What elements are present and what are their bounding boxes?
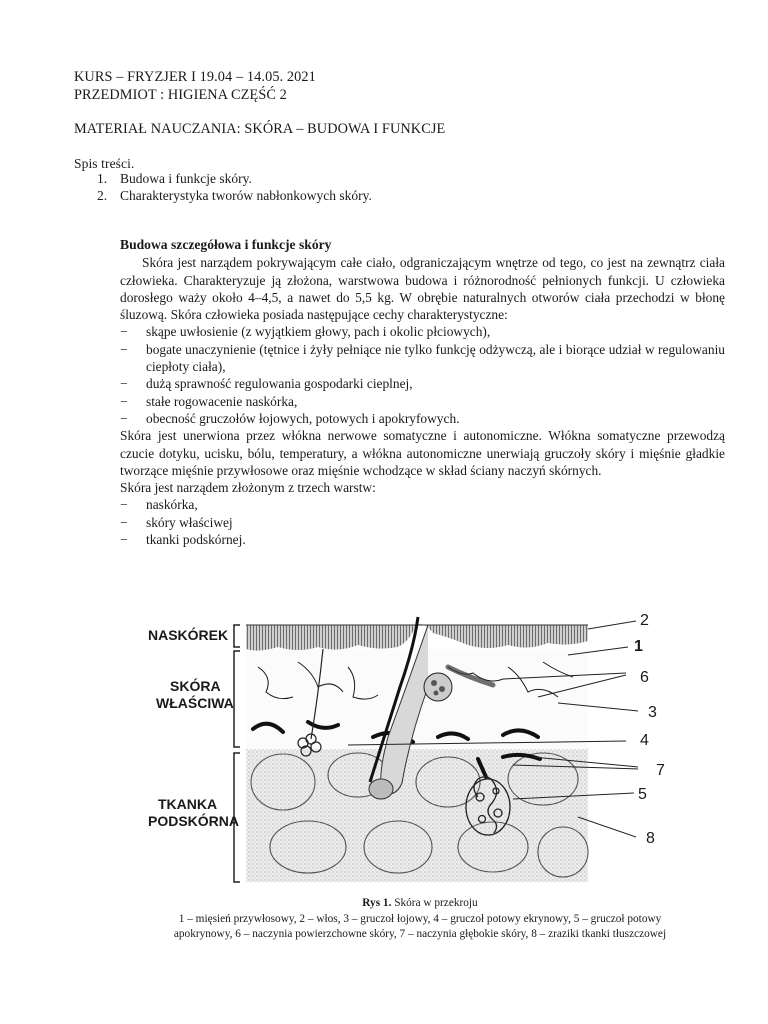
toc-number: 1. [97,171,108,186]
list-item: − stałe rogowacenie naskórka, [120,393,725,410]
caption-label: Rys 1. [362,897,392,909]
caption-title-text: Skóra w przekroju [391,897,478,909]
subject-title: PRZEDMIOT : HIGIENA CZĘŚĆ 2 [74,87,287,103]
label-dermis-2: WŁAŚCIWA [156,695,234,711]
sebaceous-gland [424,673,452,701]
material-title: MATERIAŁ NAUCZANIA: SKÓRA – BUDOWA I FUNKCJE [74,121,446,137]
list-item: − obecność gruczołów łojowych, potowych i apokryfowych. [120,410,725,427]
list-item: − tkanki podskórnej. [120,531,725,548]
skin-diagram [148,607,688,892]
list-item: − skąpe uwłosienie (z wyjątkiem głowy, pach i okolic płciowych), [120,323,725,340]
caption-legend-line-2: apokrynowy, 6 – naczynia powierzchowne skóry, 7 – naczynia głębokie skóry, 8 – zraziki tkanki tłuszczowej [173,928,667,940]
features-list [120,323,725,427]
section-body [120,236,725,548]
figure-number: 3 [648,704,657,721]
layer-brackets [234,625,240,882]
figure-caption [120,896,720,943]
course-title: KURS – FRYZJER I 19.04 – 14.05. 2021 [74,69,316,85]
list-item: − dużą sprawność regulowania gospodarki cieplnej, [120,375,725,392]
label-dermis-1: SKÓRA [170,678,221,694]
subcutaneous-layer [246,747,588,882]
toc-number: 2. [97,188,108,203]
label-epidermis: NASKÓREK [148,627,229,643]
list-item: − naskórka, [120,496,725,513]
figure-number: 7 [656,762,665,779]
list-item: − bogate unaczynienie (tętnice i żyły pełniące nie tylko funkcję odżywczą, ale i biorące udział w regulowaniu ciepłoty ciała), [120,341,725,376]
intro-paragraph: Skóra jest narządem pokrywającym całe ciało, odgraniczającym wnętrze od tego, co jest na zewnątrz ciała człowieka. Charakteryzuje ją złożona, warstwowa budowa i różnorodność pełnionych funkcji. U człowieka dorosłego waży około 4–4,5, a nawet do 5,5 kg. W obrębie naturalnych otworów ciała przechodzi w błonę śluzową. Skóra człowieka posiada następujące cechy charakterystyczne: [120,255,725,323]
figure-number: 8 [646,830,655,847]
figure-number: 5 [638,786,647,803]
figure-number: 6 [640,669,649,686]
list-item: − skóry właściwej [120,514,725,531]
layers-intro: Skóra jest narządem złożonym z trzech warstw: [120,480,376,496]
layers-list [120,496,725,548]
toc-text: Budowa i funkcje skóry. [120,171,252,186]
section-heading: Budowa szczegółowa i funkcje skóry [120,237,332,252]
innervation-paragraph: Skóra jest unerwiona przez włókna nerwowe somatyczne i autonomiczne. Włókna somatyczne przewodzą czucie dotyku, ucisku, bólu, temperatury, a włókna autonomiczne unerwiają gruczoły skóry i mięśnie gładkie tworzące mięśnie przywłosowe oraz mięśnie wchodzące w skład ściany naczyń skórnych. [120,428,725,478]
figure-number: 2 [640,612,649,629]
label-subcut-1: TKANKA [158,796,218,812]
label-subcut-2: PODSKÓRNA [148,813,240,829]
caption-title [120,896,720,912]
figure-number: 4 [640,732,649,749]
caption-legend-line-1: 1 – mięsień przywłosowy, 2 – włos, 3 – gruczoł łojowy, 4 – gruczoł potowy ekrynowy, 5 – gruczoł potowy [178,912,662,925]
figure-number: 1 [634,638,643,655]
toc-title: Spis treści. [74,156,135,171]
toc-text: Charakterystyka tworów nabłonkowych skóry. [120,188,372,203]
